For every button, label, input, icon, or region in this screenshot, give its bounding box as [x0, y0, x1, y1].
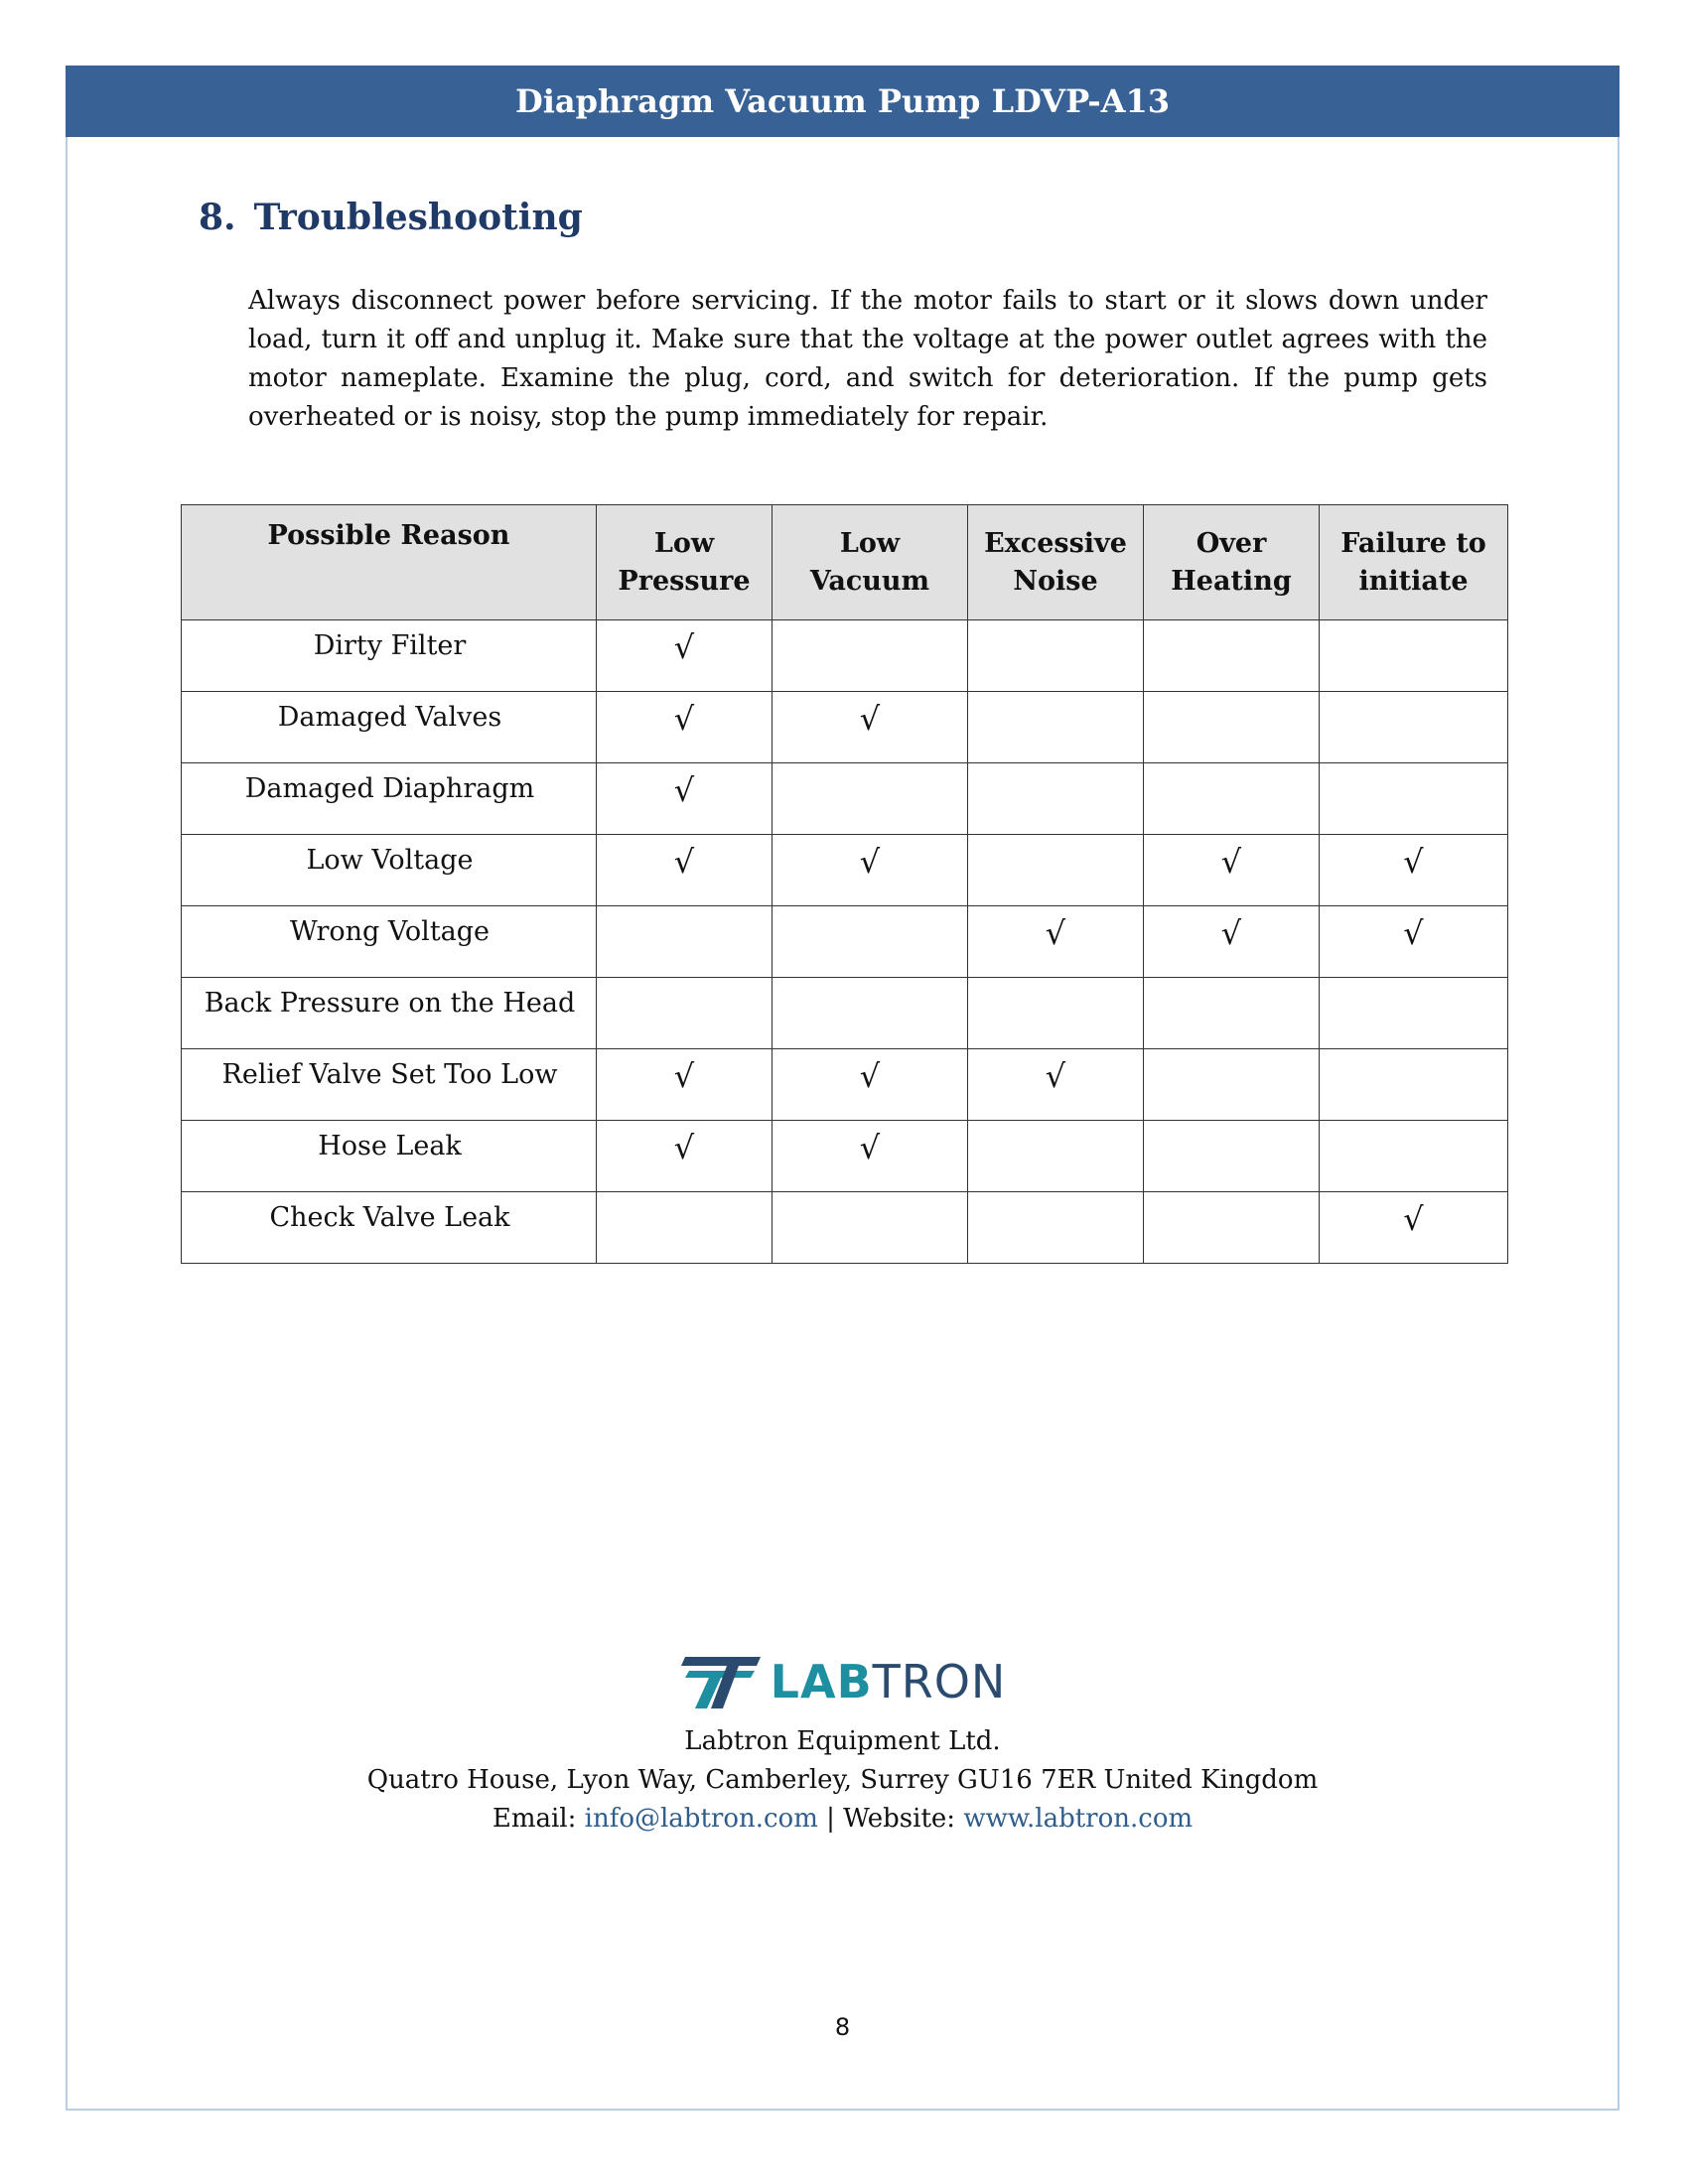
check-mark: √ [597, 763, 773, 835]
check-mark: √ [1144, 906, 1320, 978]
column-header: Over Heating [1144, 505, 1320, 620]
check-mark: √ [1320, 906, 1508, 978]
check-mark [1144, 692, 1320, 763]
table-row [182, 835, 1508, 906]
check-mark [1144, 1192, 1320, 1264]
logo-wordmark: LABTRON [770, 1655, 1007, 1708]
check-mark: √ [597, 620, 773, 692]
check-mark [1144, 1049, 1320, 1121]
check-mark [1144, 763, 1320, 835]
check-mark: √ [773, 1121, 968, 1192]
check-mark [597, 978, 773, 1049]
check-mark [968, 978, 1144, 1049]
check-mark: √ [773, 692, 968, 763]
check-mark [597, 1192, 773, 1264]
check-mark [968, 692, 1144, 763]
table-row [182, 763, 1508, 835]
check-mark [773, 906, 968, 978]
company-name: Labtron Equipment Ltd. [684, 1726, 1001, 1756]
reason-cell: Relief Valve Set Too Low [182, 1049, 597, 1121]
document-title: Diaphragm Vacuum Pump LDVP-A13 [514, 82, 1171, 120]
website-link[interactable]: www.labtron.com [963, 1804, 1194, 1834]
intro-paragraph: Always disconnect power before servicing. If the motor fails to start or it slows down under load, turn it off and unplug it. Make sure that the voltage at the power outlet agrees with the motor nameplate. Examine the plug, cord, and switch for deterioration. If the pump gets overheated or is noisy, stop the pump immediately for repair. [248, 286, 1487, 432]
column-header: Low Pressure [597, 505, 773, 620]
troubleshooting-table [181, 504, 1508, 1264]
check-mark: √ [597, 1121, 773, 1192]
column-header: Excessive Noise [968, 505, 1144, 620]
contact-separator: | [826, 1804, 835, 1834]
check-mark [1320, 692, 1508, 763]
footer [66, 1648, 1619, 1839]
check-mark: √ [773, 835, 968, 906]
table-row [182, 1049, 1508, 1121]
section-title: Troubleshooting [253, 197, 583, 238]
check-mark [773, 620, 968, 692]
check-mark: √ [597, 1049, 773, 1121]
table-row [182, 906, 1508, 978]
reason-cell: Low Voltage [182, 835, 597, 906]
section-heading [199, 197, 583, 238]
reason-cell: Damaged Valves [182, 692, 597, 763]
check-mark [1320, 1049, 1508, 1121]
check-mark [773, 978, 968, 1049]
check-mark [1320, 763, 1508, 835]
check-mark [968, 763, 1144, 835]
table-row [182, 692, 1508, 763]
check-mark [968, 1192, 1144, 1264]
check-mark [1144, 1121, 1320, 1192]
check-mark [968, 835, 1144, 906]
check-mark: √ [1144, 835, 1320, 906]
reason-cell: Dirty Filter [182, 620, 597, 692]
contact-line [66, 1800, 1619, 1839]
labtron-logo-icon [679, 1653, 763, 1710]
page-number: 8 [834, 2013, 851, 2041]
website-label: Website: [843, 1804, 956, 1834]
column-header: Possible Reason [182, 505, 597, 620]
reason-cell: Damaged Diaphragm [182, 763, 597, 835]
check-mark [968, 1121, 1144, 1192]
check-mark: √ [968, 1049, 1144, 1121]
email-label: Email: [492, 1804, 577, 1834]
company-address: Quatro House, Lyon Way, Camberley, Surrey GU16 7ER United Kingdom [366, 1765, 1319, 1795]
reason-cell: Back Pressure on the Head [182, 978, 597, 1049]
table-header-row [182, 505, 1508, 620]
reason-cell: Check Valve Leak [182, 1192, 597, 1264]
reason-cell: Wrong Voltage [182, 906, 597, 978]
check-mark: √ [968, 906, 1144, 978]
check-mark [968, 620, 1144, 692]
check-mark [1144, 978, 1320, 1049]
labtron-logo [679, 1648, 1007, 1715]
check-mark [773, 763, 968, 835]
check-mark [773, 1192, 968, 1264]
column-header: Failure to initiate [1320, 505, 1508, 620]
check-mark [597, 906, 773, 978]
table-row [182, 1121, 1508, 1192]
section-number: 8. [199, 197, 236, 238]
check-mark [1320, 620, 1508, 692]
email-link[interactable]: info@labtron.com [584, 1804, 818, 1834]
table-row [182, 1192, 1508, 1264]
check-mark [1320, 1121, 1508, 1192]
column-header: Low Vacuum [773, 505, 968, 620]
check-mark: √ [1320, 1192, 1508, 1264]
check-mark: √ [597, 692, 773, 763]
check-mark [1144, 620, 1320, 692]
check-mark: √ [597, 835, 773, 906]
table-row [182, 978, 1508, 1049]
document-header [66, 66, 1619, 137]
check-mark: √ [773, 1049, 968, 1121]
table-row [182, 620, 1508, 692]
check-mark [1320, 978, 1508, 1049]
check-mark: √ [1320, 835, 1508, 906]
reason-cell: Hose Leak [182, 1121, 597, 1192]
